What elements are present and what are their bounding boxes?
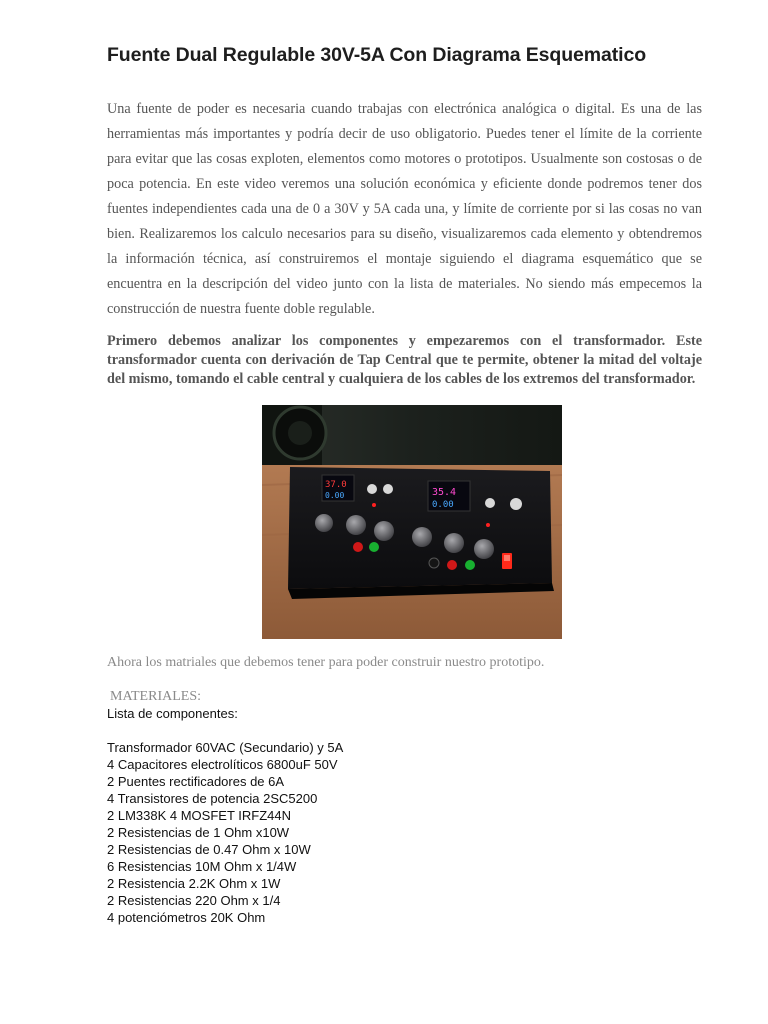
list-item: 4 Capacitores electrolíticos 6800uF 50V <box>107 757 338 772</box>
list-item: 2 Puentes rectificadores de 6A <box>107 774 285 789</box>
intro-paragraph: Una fuente de poder es necesaria cuando trabajas con electrónica analógica o digital. Es una de las herramientas más importantes y podría decir de uso obligatorio. Puedes tener el límite de la corriente para evitar que las cosas exploten, elementos como motores o prototipos. Usualmente son costosas o de poca potencia. En este video veremos una solución económica y eficiente donde podremos tener dos fuentes independientes cada una de 0 a 30V y 5A cada una, y límite de corriente por si las cosas no van bien. Realizaremos los calculo necesarios para su diseño, visualizaremos cada elemento y obtendremos la información técnica, así construiremos el montaje siguiendo el diagrama esquemático que se encuentra en la descripción del video junto con la lista de materiales. No siendo más empecemos la construcción de nuestra fuente doble regulable. <box>107 101 702 317</box>
terminal-black-right <box>429 558 439 568</box>
page-title: Fuente Dual Regulable 30V-5A Con Diagrama Esquematico <box>107 44 647 66</box>
list-item: Transformador 60VAC (Secundario) y 5A <box>107 740 344 755</box>
knob-4 <box>412 527 432 547</box>
power-supply-photo-drawing <box>262 405 562 639</box>
list-item: 2 Resistencias 220 Ohm x 1/4 <box>107 893 281 908</box>
terminal-red-left <box>353 542 363 552</box>
list-item: 4 potenciómetros 20K Ohm <box>107 910 266 925</box>
knob-1 <box>315 514 333 532</box>
materials-caption: Ahora los matriales que debemos tener para poder construir nuestro prototipo. <box>107 655 545 670</box>
list-item: 2 Resistencias de 0.47 Ohm x 10W <box>107 842 311 857</box>
power-supply-photo <box>262 405 562 639</box>
component-list-heading: Lista de componentes: <box>107 706 238 721</box>
display-right-current: 0.00 <box>432 500 454 510</box>
transformer-paragraph: Primero debemos analizar los componentes y empezaremos con el transformador. Este transformador cuenta con derivación de Tap Central que te permite, obtener la mitad del voltaje del mismo, tomando el cable central y cualquiera de los cables de los extremos del transformador. <box>107 333 702 387</box>
materials-heading: MATERIALES: <box>110 689 201 704</box>
button-right-a <box>485 498 495 508</box>
knob-3 <box>374 521 394 541</box>
list-item: 2 Resistencias de 1 Ohm x10W <box>107 825 290 840</box>
knob-6 <box>474 539 494 559</box>
list-item: 4 Transistores de potencia 2SC5200 <box>107 791 318 806</box>
list-item: 2 Resistencia 2.2K Ohm x 1W <box>107 876 281 891</box>
list-item: 2 LM338K 4 MOSFET IRFZ44N <box>107 808 291 823</box>
terminal-red-right <box>447 560 457 570</box>
terminal-green-left <box>369 542 379 552</box>
knob-2 <box>346 515 366 535</box>
component-list <box>107 739 702 926</box>
button-left-b <box>383 484 393 494</box>
terminal-green-right <box>465 560 475 570</box>
knob-5 <box>444 533 464 553</box>
display-left-current: 0.00 <box>325 491 345 500</box>
button-left-a <box>367 484 377 494</box>
list-item: 6 Resistencias 10M Ohm x 1/4W <box>107 859 297 874</box>
display-right-voltage: 35.4 <box>432 487 457 498</box>
display-left-voltage: 37.0 <box>325 480 347 490</box>
button-right-b <box>510 498 522 510</box>
